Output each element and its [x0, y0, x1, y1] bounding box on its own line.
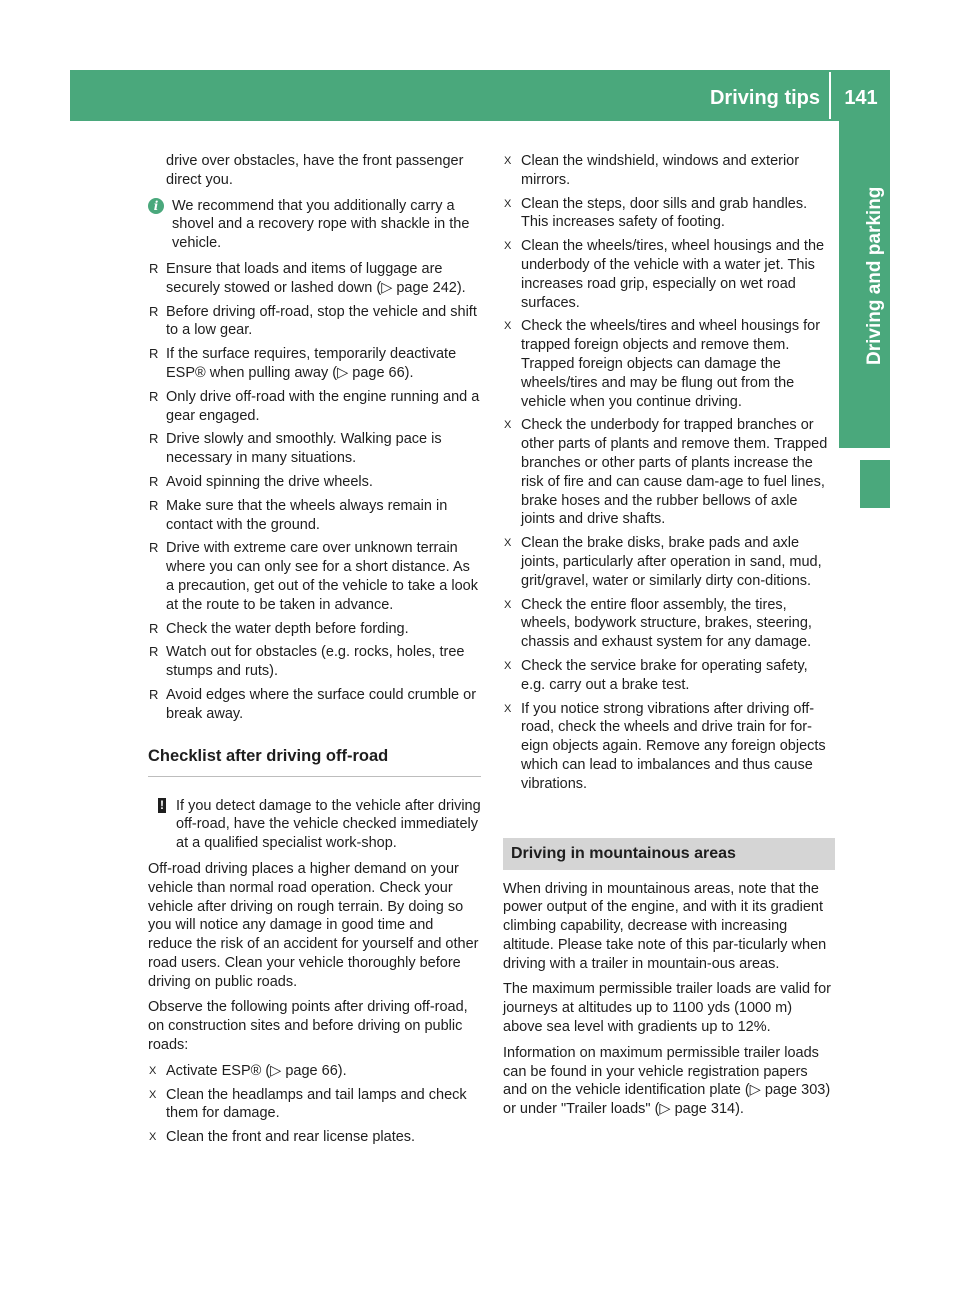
list-item-text: If the surface requires, temporarily deactivate ESP® when pulling away (▷ page 66). — [166, 346, 457, 381]
step-item — [503, 195, 835, 233]
step-item — [503, 700, 835, 794]
continued-text: drive over obstacles, have the front passenger direct you. — [166, 153, 464, 188]
step-item — [148, 1128, 481, 1147]
step-item — [503, 237, 835, 312]
step-marker: X — [504, 197, 512, 210]
step-item — [503, 317, 835, 411]
chapter-marker — [860, 460, 890, 508]
list-item — [148, 497, 481, 535]
step-item — [503, 596, 835, 652]
header-divider — [829, 72, 831, 119]
step-marker: X — [504, 419, 512, 432]
step-text: Clean the front and rear license plates. — [166, 1129, 416, 1146]
step-text: Activate ESP® (▷ page 66). — [166, 1062, 347, 1079]
list-item-text: Drive slowly and smoothly. Walking pace is necessary in many situations. — [166, 431, 442, 467]
step-marker: X — [504, 659, 512, 672]
step-text: If you notice strong vibrations after driving off-road, check the wheels and drive train for for-eign objects again. Remove any foreign objects which can lead to imbalances and thus cause vibrations. — [521, 700, 826, 792]
step-marker: X — [504, 155, 512, 167]
step-text: Check the wheels/tires and wheel housings for trapped foreign objects and remove them. Trapped foreign objects can damage the wheels/tires and may be flung out from the vehicle when you continue driving. — [521, 318, 821, 410]
step-text: Check the service brake for operating safety, e.g. carry out a brake test. — [521, 657, 808, 693]
list-item-text: Before driving off-road, stop the vehicle and shift to a low gear. — [166, 303, 477, 339]
paragraph: Observe the following points after driving off-road, on construction sites and before driving on public roads: — [148, 999, 468, 1054]
bullet-marker: R — [149, 620, 159, 636]
step-marker: X — [504, 598, 512, 611]
list-item — [148, 643, 481, 681]
list-item-text: Make sure that the wheels always remain in contact with the ground. — [166, 497, 448, 533]
step-marker: X — [149, 1131, 157, 1144]
step-text: Clean the wheels/tires, wheel housings and the underbody of the vehicle with a water jet. This increases road grip, especially on wet road surfaces. — [521, 238, 825, 311]
page-title: Driving tips — [709, 87, 820, 109]
left-column — [148, 152, 481, 1152]
bullet-marker: R — [149, 644, 159, 660]
list-item-text: Avoid spinning the drive wheels. — [166, 473, 373, 490]
bullet-marker: R — [149, 260, 159, 276]
info-text: We recommend that you additionally carry a shovel and a recovery rope with shackle in the vehicle. — [172, 197, 470, 252]
section-heading: Checklist after driving off-road — [148, 746, 481, 777]
offroad-bullet-list — [148, 260, 481, 724]
warning-text: If you detect damage to the vehicle after driving off-road, have the vehicle checked immediately at a qualified specialist work-shop. — [176, 797, 481, 852]
bullet-marker: R — [149, 686, 159, 702]
step-item — [148, 1086, 481, 1124]
right-column — [503, 152, 835, 1126]
page-number: 141 — [844, 87, 878, 109]
list-item-text: Drive with extreme care over unknown terrain where you can only see for a short distance. As a precaution, get out of the vehicle to take a look at the route to be taken in advance. — [166, 540, 478, 613]
step-marker: X — [504, 240, 512, 253]
chapter-tab-label: Driving and parking — [864, 186, 885, 365]
step-marker: X — [149, 1088, 157, 1101]
step-text: Clean the headlamps and tail lamps and check them for damage. — [166, 1086, 467, 1122]
warning-icon: ! — [160, 797, 164, 812]
list-item-text: Ensure that loads and items of luggage are securely stowed or lashed down (▷ page 242). — [166, 260, 466, 296]
paragraph: Off-road driving places a higher demand on your vehicle than normal road operation. Check your vehicle after driving on rough terrain. By doing so you will notice any damage in good time and reduce the risk of an accident for yourself and other road users. Clean your vehicle thoroughly before driving on public roads. — [148, 860, 479, 990]
list-item — [148, 473, 481, 492]
list-item-text: Only drive off-road with the engine running and a gear engaged. — [166, 388, 480, 424]
list-item — [148, 539, 481, 614]
list-item — [148, 260, 481, 298]
bullet-marker: R — [149, 540, 159, 556]
step-text: Clean the steps, door sills and grab handles. This increases safety of footing. — [521, 195, 808, 231]
list-item — [148, 388, 481, 426]
list-item — [148, 345, 481, 383]
paragraph: When driving in mountainous areas, note that the power output of the engine, and with it its gradient climbing capability, decrease with increasing altitude. Please take note of this par-ticularly when driving with a trailer in mountain-ous areas. — [503, 880, 827, 972]
list-item-text: Avoid edges where the surface could crumble or break away. — [166, 686, 477, 722]
step-list — [503, 152, 835, 794]
step-item — [148, 1062, 481, 1081]
bullet-marker: R — [149, 346, 159, 362]
bullet-marker: R — [149, 497, 159, 513]
step-item — [503, 416, 835, 529]
step-marker: X — [504, 320, 512, 333]
list-item-text: Check the water depth before fording. — [166, 620, 409, 637]
step-marker: X — [504, 537, 512, 550]
step-item — [503, 152, 835, 190]
step-text: Check the underbody for trapped branches or other parts of plants and remove them. Trapped branches or other parts of plants increase the risk of fire and can cause dam-age to fuel lines, brake hoses and the rubber bellows of axle joints and drive shafts. — [521, 417, 828, 528]
list-item — [148, 686, 481, 724]
list-item — [148, 620, 481, 639]
info-icon: i — [148, 198, 164, 214]
step-list — [148, 1062, 481, 1147]
bullet-marker: R — [149, 431, 159, 447]
info-note — [148, 197, 481, 253]
step-text: Check the entire floor assembly, the tires, wheels, bodywork structure, brakes, steering, chassis and exhaust system for any damage. — [521, 596, 812, 651]
section-heading: Driving in mountainous areas — [503, 838, 835, 870]
list-item — [148, 430, 481, 468]
bullet-marker: R — [149, 388, 159, 404]
step-text: Clean the brake disks, brake pads and axle joints, particularly after operation in sand, mud, grit/gravel, water or similarly dirty con-ditions. — [521, 535, 822, 589]
step-item — [503, 534, 835, 590]
step-text: Clean the windshield, windows and exterior mirrors. — [521, 153, 800, 188]
warning-note — [148, 797, 481, 853]
list-item-text: Watch out for obstacles (e.g. rocks, holes, tree stumps and ruts). — [166, 644, 465, 680]
bullet-marker: R — [149, 473, 159, 489]
paragraph: The maximum permissible trailer loads are valid for journeys at altitudes up to 1100 yds (1000 m) above sea level with gradients up to 12%. — [503, 981, 831, 1036]
step-item — [503, 657, 835, 695]
paragraph: Information on maximum permissible trailer loads can be found in your vehicle registration papers and on the vehicle identification plate (▷ page 303) or under "Trailer loads" (▷ page 314). — [503, 1044, 831, 1118]
list-item — [148, 303, 481, 341]
step-marker: X — [149, 1064, 157, 1077]
step-marker: X — [504, 702, 512, 715]
bullet-marker: R — [149, 303, 159, 319]
